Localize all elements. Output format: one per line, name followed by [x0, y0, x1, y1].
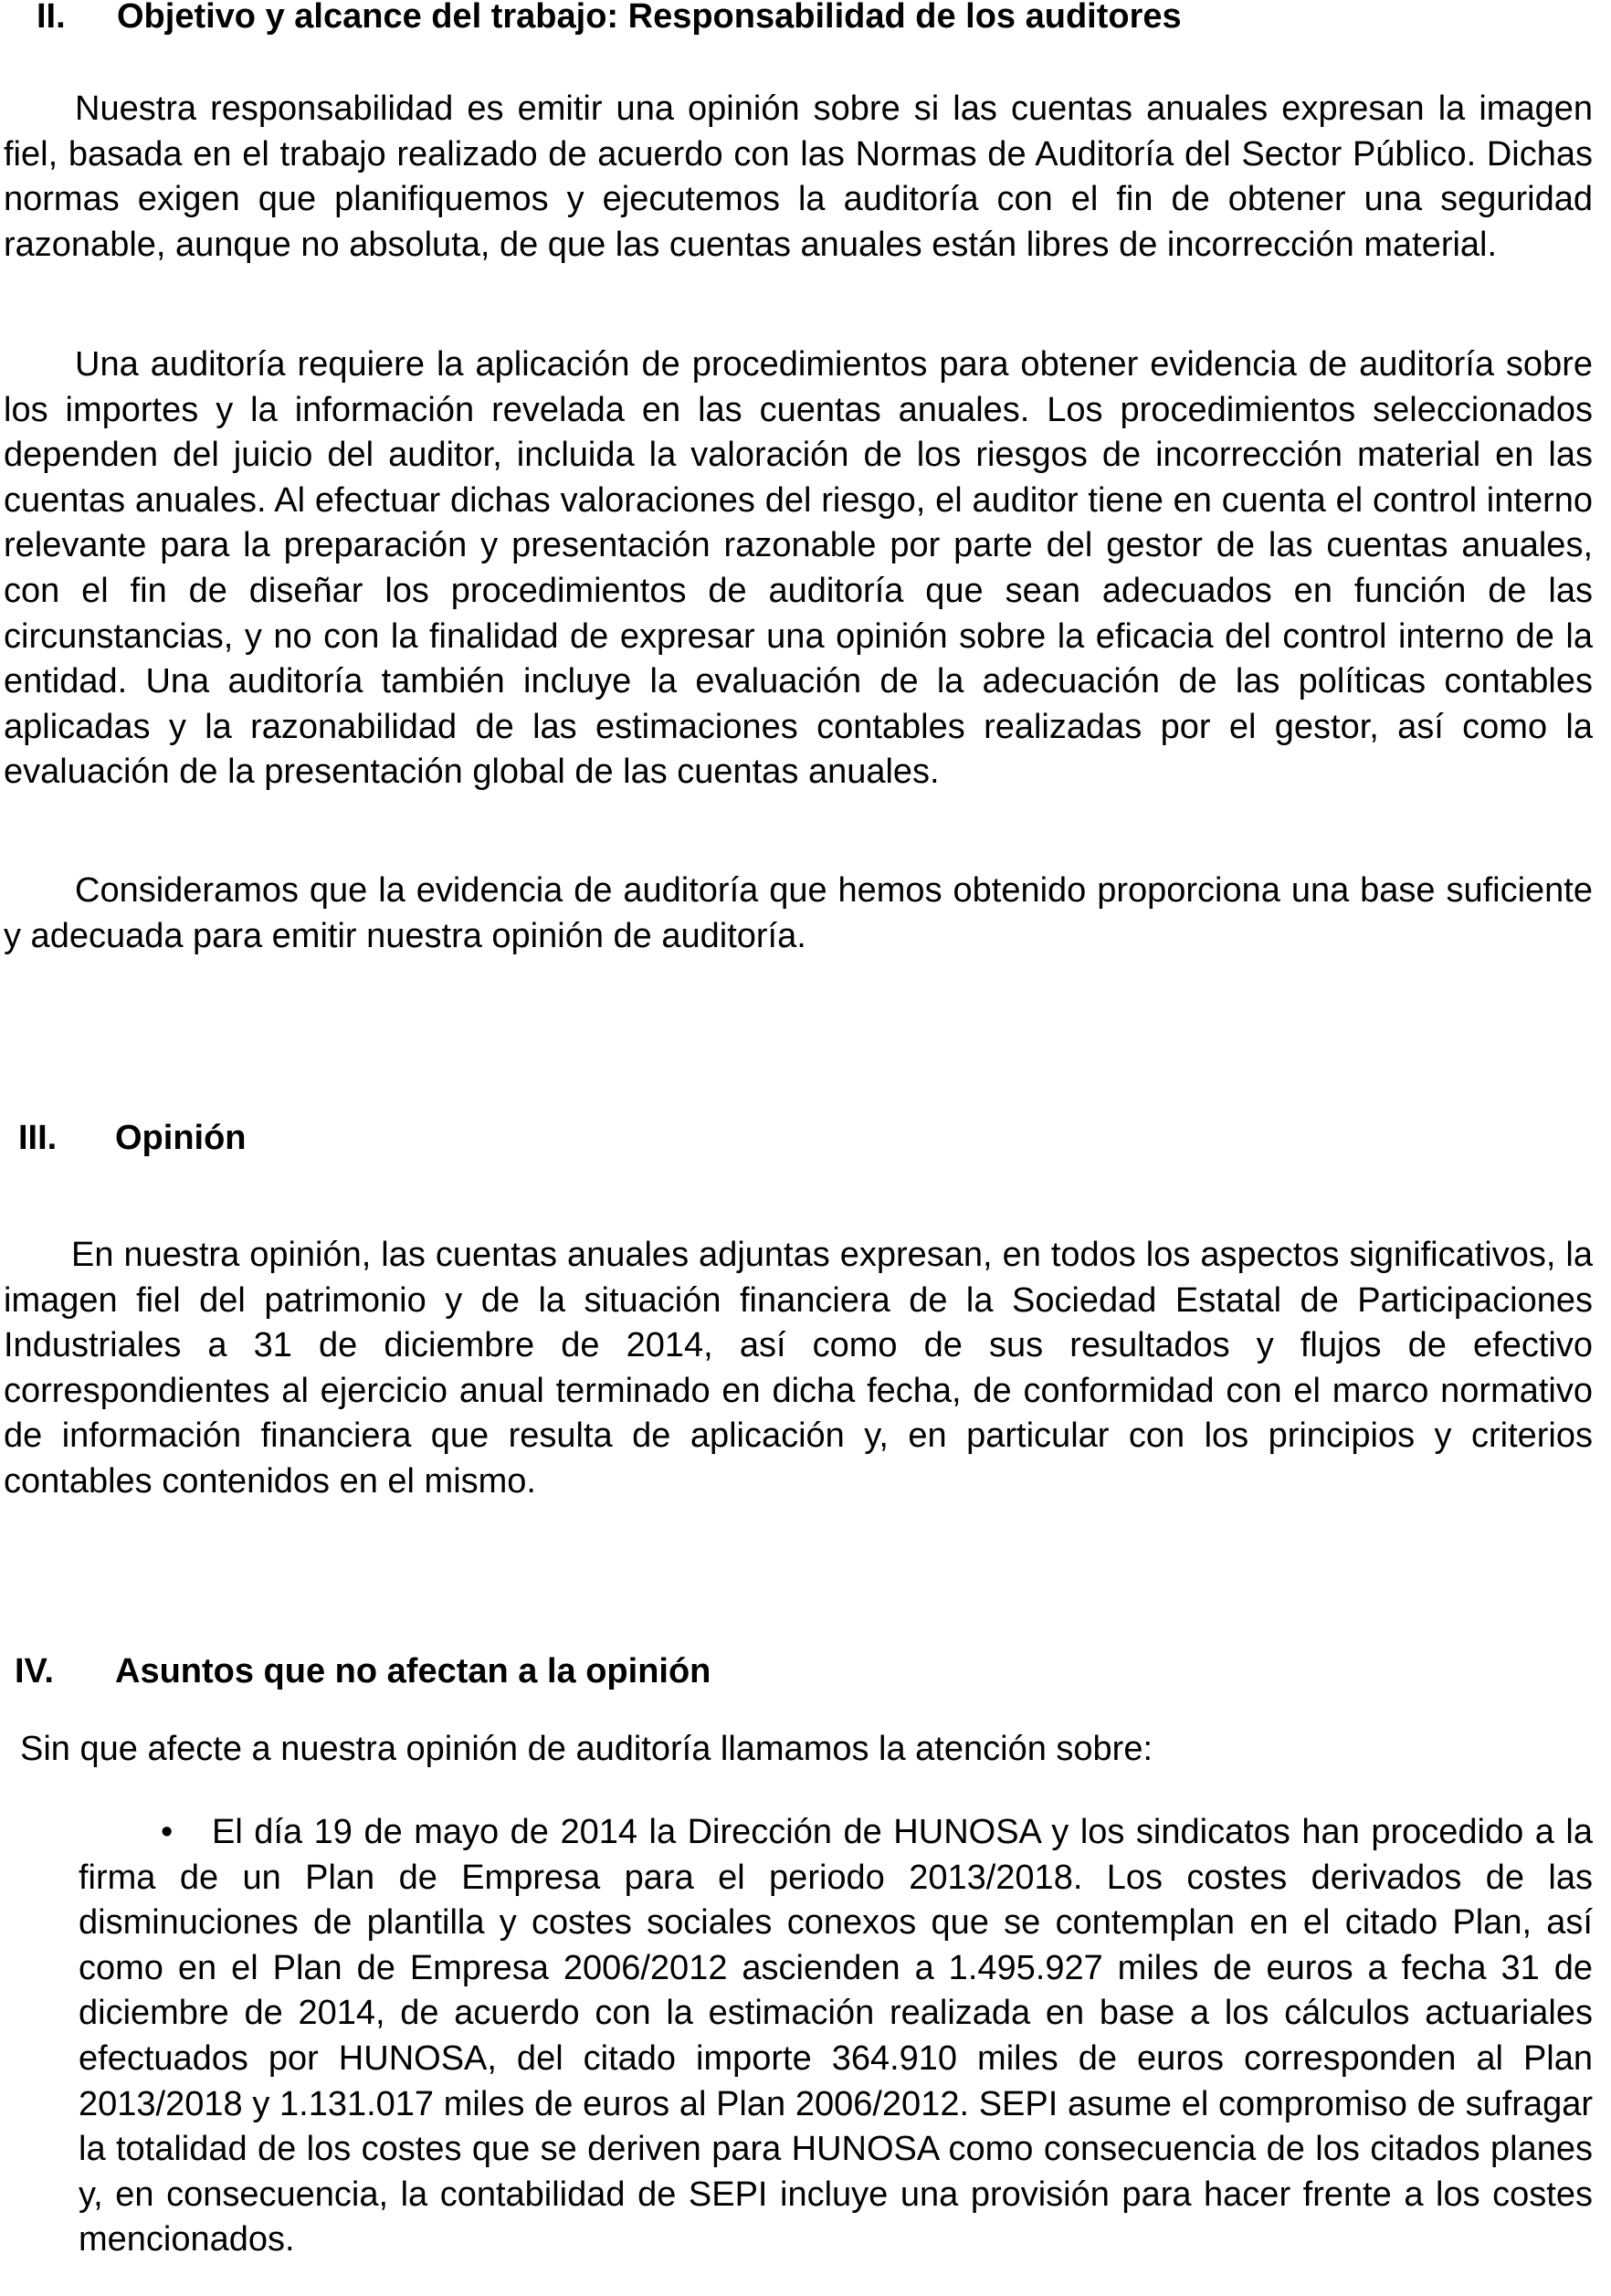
paragraph: Nuestra responsabilidad es emitir una opinión sobre si las cuentas anuales expresan la imagen fiel, basada en el trabajo realizado de acuerdo con las Normas de Auditoría del Sector Público. Dichas normas exigen que planifiquemos y ejecutemos la auditoría con el fin de obtener una seguridad razonable, aunque no absoluta, de que las cuentas anuales están libres de incorrección material. [4, 90, 1593, 264]
section-title: Objetivo y alcance del trabajo: Responsabilidad de los auditores [117, 0, 1182, 36]
list-item-text: El día 19 de mayo de 2014 la Dirección de HUNOSA y los sindicatos han procedido a la firma de un Plan de Empresa para el periodo 2013/2018. Los costes derivados de las disminuciones de plantilla y costes sociales conexos que se contemplan en el citado Plan, así como en el Plan de Empresa 2006/2012 ascienden a 1.495.927 miles de euros a fecha 31 de diciembre de 2014, de acuerdo con la estimación realizada en base a los cálculos actuariales efectuados por HUNOSA, del citado importe 364.910 miles de euros corresponden al Plan 2013/2018 y 1.131.017 miles de euros al Plan 2006/2012. SEPI asume el compromiso de sufragar la totalidad de los costes que se deriven para HUNOSA como consecuencia de los citados planes y, en consecuencia, la contabilidad de SEPI incluye una provisión para hacer frente a los costes mencionados. [79, 1813, 1593, 2259]
intro-text: Sin que afecte a nuestra opinión de auditoría llamamos la atención sobre: [20, 1730, 1153, 1768]
section-number: III. [18, 1119, 58, 1157]
section-number: IV. [15, 1652, 54, 1690]
section-heading-iii [18, 1118, 247, 1158]
section-heading-ii [37, 0, 1182, 37]
section-heading-iv [15, 1651, 711, 1691]
bullet-marker: • [161, 1813, 174, 1851]
section-title: Opinión [115, 1119, 247, 1157]
paragraph: Consideramos que la evidencia de auditoría que hemos obtenido proporciona una base suficiente y adecuada para emitir nuestra opinión de auditoría. [4, 871, 1593, 955]
paragraph: En nuestra opinión, las cuentas anuales adjuntas expresan, en todos los aspectos significativos, la imagen fiel del patrimonio y de la situación financiera de la Sociedad Estatal de Participaciones Industriales a 31 de diciembre de 2014, así como de sus resultados y flujos de efectivo correspondientes al ejercicio anual terminado en dicha fecha, de conformidad con el marco normativo de información financiera que resulta de aplicación y, en particular con los principios y criterios contables contenidos en el mismo. [4, 1236, 1593, 1501]
section-number: II. [37, 0, 66, 36]
list-item [79, 1810, 1593, 2263]
section-title: Asuntos que no afectan a la opinión [115, 1652, 711, 1690]
paragraph: Una auditoría requiere la aplicación de procedimientos para obtener evidencia de auditoría sobre los importes y la información revelada en las cuentas anuales. Los procedimientos seleccionados dependen del juicio del auditor, incluida la valoración de los riesgos de incorrección material en las cuentas anuales. Al efectuar dichas valoraciones del riesgo, el auditor tiene en cuenta el control interno relevante para la preparación y presentación razonable por parte del gestor de las cuentas anuales, con el fin de diseñar los procedimientos de auditoría que sean adecuados en función de las circunstancias, y no con la finalidad de expresar una opinión sobre la eficacia del control interno de la entidad. Una auditoría también incluye la evaluación de la adecuación de las políticas contables aplicadas y la razonabilidad de las estimaciones contables realizadas por el gestor, así como la evaluación de la presentación global de las cuentas anuales. [4, 345, 1593, 792]
